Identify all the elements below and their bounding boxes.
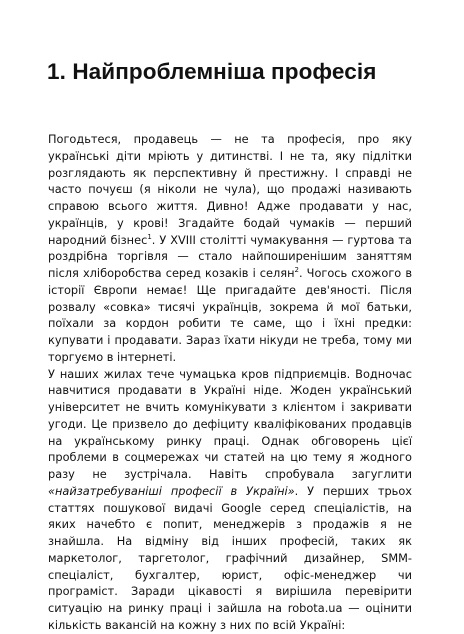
chapter-body: [48, 131, 412, 634]
paragraph-2: [48, 366, 412, 634]
footnote-ref-1[interactable]: 1: [147, 232, 152, 241]
paragraph-1-text-c: . Чогось схожого в історії Європи немає! Ще пригадайте дев'яності. Після розвалу «совка» тисячі українців, зокрема й мої батьки, поїхали за кордон робити те саме, що і їхні предки: купувати і продавати. Зараз їхати нікуди не треба, тому ми торгуємо в інтернеті.: [48, 266, 413, 364]
chapter-title: 1. Найпроблемніша професія: [47, 59, 377, 84]
paragraph-1: [48, 131, 412, 366]
paragraph-1-text-a: Погодьтеся, продавець — не та професія, про яку українські діти мріють у дитинстві. І не та, яку підлітки розглядають як перспективну й престижну. І справді не часто почуєш (я ніколи не чула), що продажі називають справою всього життя. Дивно! Адже продавати у нас, українців, у крові! Згадайте бодай чумаків — перший народний бізнес: [48, 132, 412, 247]
search-query-italic: «найзатребуваніші професії в Україні»: [48, 483, 295, 498]
paragraph-2-text-b: . У перших трьох статтях пошукової видачі Google серед спеціалістів, на яких начебто є попит, менеджерів з продажів я не знайшла. На відміну від інших професій, таких як маркетолог, таргетолог, графічний дизайнер, SMM-спеціаліст, бухгалтер, юрист, офіс-менеджер чи програміст. Заради цікавості я вирішила перевірити ситуацію на ринку праці і зайшла на robota.ua — оцінити кількість вакансій на кожну з них по всій Україні:: [48, 483, 413, 632]
paragraph-1-text-b: . У XVIII столітті чумакування — гуртова та роздрібна торгівля — стало найпоширенішим заняттям після хліборобства серед козаків і селян: [48, 232, 412, 280]
paragraph-2-text-a: У наших жилах тече чумацька кров підприємців. Водночас навчитися продавати в Україні ніде. Жоден український університет не вчить комунікувати з клієнтом і закривати угоди. Це призвело до дефіциту кваліфікованих продавців на українському ринку праці. Однак обговорень цієї проблеми в соцмережах чи статей на цю тему я жодного разу не зустрічала. Навіть спробувала загуглити: [48, 366, 412, 481]
footnote-ref-2[interactable]: 2: [294, 266, 299, 275]
